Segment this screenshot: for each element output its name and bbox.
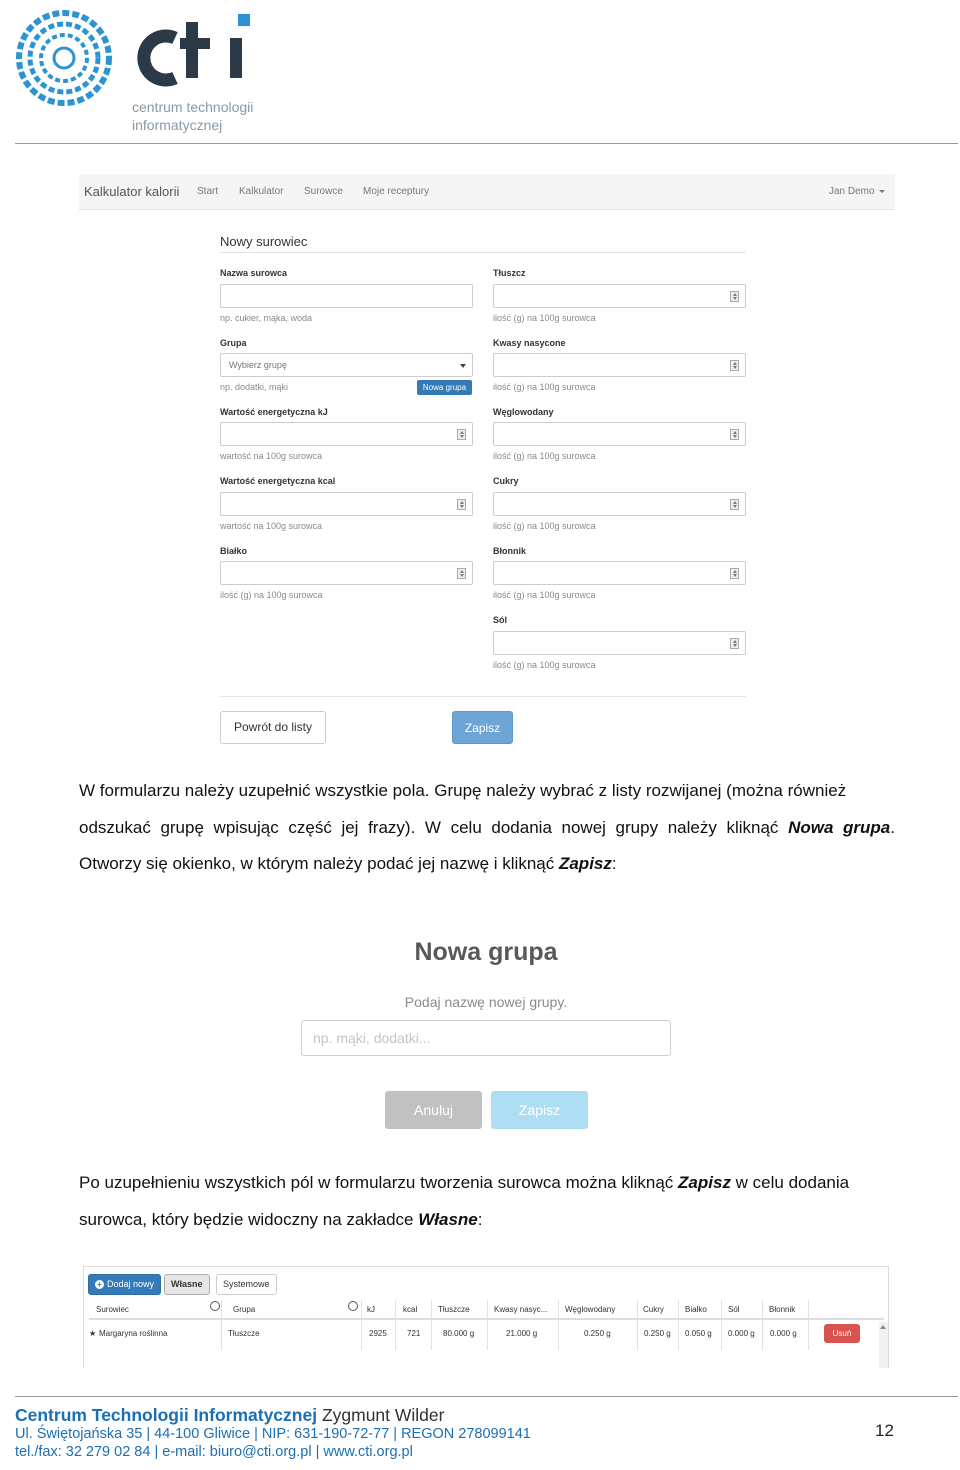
table-scrollbar[interactable] — [879, 1322, 888, 1368]
cell-bialko: 0.050 g — [685, 1329, 712, 1338]
column-divider — [221, 1300, 222, 1350]
column-divider — [808, 1300, 809, 1350]
logo-subtitle-line1: centrum technologii — [132, 99, 254, 115]
help-sol: ilość (g) na 100g surowca — [493, 660, 596, 670]
label-weglowodany: Węglowodany — [493, 407, 554, 417]
label-kj: Wartość energetyczna kJ — [220, 407, 328, 417]
add-new-button[interactable]: + Dodaj nowy — [88, 1274, 161, 1295]
group-name-input[interactable] — [301, 1020, 671, 1056]
label-kcal: Wartość energetyczna kcal — [220, 476, 336, 486]
help-bialko: ilość (g) na 100g surowca — [220, 590, 323, 600]
form-title-divider — [220, 252, 746, 253]
column-divider — [361, 1300, 362, 1350]
spinner-icon[interactable] — [730, 291, 739, 302]
column-divider — [762, 1300, 763, 1350]
spinner-icon[interactable] — [730, 568, 739, 579]
column-divider — [637, 1300, 638, 1350]
help-weglowodany: ilość (g) na 100g surowca — [493, 451, 596, 461]
user-name: Jan Demo — [829, 186, 875, 197]
filter-icon[interactable] — [348, 1301, 358, 1311]
input-nazwa-surowca[interactable] — [220, 284, 473, 308]
th-kj[interactable]: kJ — [367, 1305, 375, 1314]
tab-own[interactable]: Własne — [164, 1274, 210, 1295]
form-title: Nowy surowiec — [220, 234, 308, 249]
caret-down-icon — [879, 190, 885, 193]
input-kj[interactable] — [220, 422, 473, 446]
input-cukry[interactable] — [493, 492, 746, 516]
form-footer-divider — [220, 696, 746, 697]
help-kwasy-nasycone: ilość (g) na 100g surowca — [493, 382, 596, 392]
para2-line2: surowca, który będzie widoczny na zakładce Własne: — [79, 1209, 483, 1229]
spinner-icon[interactable] — [457, 499, 466, 510]
delete-button[interactable]: Usuń — [824, 1324, 860, 1343]
th-surowiec[interactable]: Surowiec — [96, 1305, 129, 1314]
help-nazwa-surowca: np. cukier, mąka, woda — [220, 313, 313, 323]
group-name-placeholder: np. mąki, dodatki... — [313, 1030, 431, 1046]
app-navbar — [79, 174, 895, 210]
footer-divider — [15, 1396, 958, 1397]
nav-kalkulator[interactable]: Kalkulator — [239, 186, 284, 197]
th-bialko[interactable]: Białko — [685, 1305, 707, 1314]
app-brand[interactable]: Kalkulator kalorii — [84, 184, 180, 199]
page-number: 12 — [875, 1421, 894, 1440]
plus-icon: + — [95, 1280, 104, 1289]
para1-line3: Otworzy się okienko, w którym należy podać jej nazwę i kliknąć Zapisz: — [79, 854, 617, 873]
spinner-icon[interactable] — [730, 638, 739, 649]
cell-kj: 2925 — [369, 1329, 387, 1338]
select-grupa[interactable] — [220, 353, 473, 377]
nav-moje-receptury[interactable]: Moje receptury — [363, 186, 430, 197]
save-button[interactable]: Zapisz — [452, 711, 513, 744]
th-sol[interactable]: Sól — [728, 1305, 740, 1314]
th-blonnik[interactable]: Błonnik — [769, 1305, 796, 1314]
input-blonnik[interactable] — [493, 561, 746, 585]
column-divider — [395, 1300, 396, 1350]
column-divider — [678, 1300, 679, 1350]
help-grupa: np. dodatki, mąki — [220, 382, 289, 392]
input-tluszcz[interactable] — [493, 284, 746, 308]
label-blonnik: Błonnik — [493, 546, 526, 556]
spinner-icon[interactable] — [457, 568, 466, 579]
th-kcal[interactable]: kcal — [403, 1305, 418, 1314]
user-menu[interactable] — [829, 186, 885, 197]
help-cukry: ilość (g) na 100g surowca — [493, 521, 596, 531]
cell-kwasy: 21.000 g — [506, 1329, 538, 1338]
new-material-form-screenshot — [79, 174, 895, 754]
label-cukry: Cukry — [493, 476, 519, 486]
tab-system[interactable]: Systemowe — [216, 1274, 277, 1295]
header-divider — [15, 143, 958, 144]
modal-title: Nowa grupa — [414, 938, 558, 966]
scroll-up-icon[interactable] — [880, 1325, 886, 1329]
footer-address: Ul. Świętojańska 35 | 44-100 Gliwice | NIP: 631-190-72-77 | REGON 278099141 — [15, 1426, 531, 1442]
help-tluszcz: ilość (g) na 100g surowca — [493, 313, 596, 323]
new-group-button[interactable]: Nowa grupa — [417, 380, 472, 395]
footer-company: Centrum Technologii Informatycznej Zygmunt Wilder — [15, 1405, 445, 1425]
spinner-icon[interactable] — [730, 360, 739, 371]
back-to-list-button[interactable]: Powrót do listy — [220, 711, 326, 744]
cell-grupa: Tłuszcze — [228, 1329, 260, 1338]
input-kcal[interactable] — [220, 492, 473, 516]
input-weglowodany[interactable] — [493, 422, 746, 446]
th-tluszcze[interactable]: Tłuszcze — [438, 1305, 470, 1314]
column-divider — [487, 1300, 488, 1350]
materials-table-screenshot — [83, 1266, 889, 1368]
column-divider — [558, 1300, 559, 1350]
select-grupa-value: Wybierz grupę — [229, 360, 287, 370]
para1-line2: odszukać grupę wpisując część jej frazy). W celu dodania nowej grupy należy kliknąć Nowa grupa. — [79, 817, 895, 837]
label-nazwa-surowca: Nazwa surowca — [220, 268, 288, 278]
cti-logo-wordmark — [130, 8, 270, 88]
star-icon[interactable]: ★ — [89, 1329, 97, 1338]
logo-subtitle-line2: informatycznej — [132, 117, 223, 133]
nav-start[interactable]: Start — [197, 186, 219, 197]
th-grupa[interactable]: Grupa — [233, 1305, 256, 1314]
th-cukry[interactable]: Cukry — [643, 1305, 664, 1314]
help-kj: wartość na 100g surowca — [220, 451, 323, 461]
label-tluszcz: Tłuszcz — [493, 268, 526, 278]
cti-logo-mark — [14, 8, 114, 108]
input-bialko[interactable] — [220, 561, 473, 585]
cell-weglowodany: 0.250 g — [584, 1329, 611, 1338]
input-sol[interactable] — [493, 631, 746, 655]
cell-tluszcze: 80.000 g — [443, 1329, 475, 1338]
column-divider — [721, 1300, 722, 1350]
cancel-button[interactable]: Anuluj — [385, 1091, 482, 1129]
nav-surowce[interactable]: Surowce — [304, 186, 343, 197]
spinner-icon[interactable] — [730, 499, 739, 510]
column-divider — [431, 1300, 432, 1350]
th-kwasy[interactable]: Kwasy nasyc... — [494, 1305, 548, 1314]
modal-save-button[interactable]: Zapisz — [491, 1091, 588, 1129]
instruction-paragraph-1 — [79, 773, 895, 883]
para2-line1: Po uzupełnieniu wszystkich pól w formularzu tworzenia surowca można kliknąć Zapisz w celu dodania — [79, 1173, 850, 1192]
filter-icon[interactable] — [210, 1301, 220, 1311]
help-kcal: wartość na 100g surowca — [220, 521, 323, 531]
input-kwasy-nasycone[interactable] — [493, 353, 746, 377]
cell-sol: 0.000 g — [728, 1329, 755, 1338]
cell-surowiec: Margaryna roślinna — [99, 1329, 168, 1338]
cell-blonnik: 0.000 g — [770, 1329, 797, 1338]
footer-contact: tel./fax: 32 279 02 84 | e-mail: biuro@cti.org.pl | www.cti.org.pl — [15, 1444, 413, 1460]
spinner-icon[interactable] — [457, 429, 466, 440]
th-weglowodany[interactable]: Węglowodany — [565, 1305, 616, 1314]
label-sol: Sól — [493, 615, 508, 625]
cell-cukry: 0.250 g — [644, 1329, 671, 1338]
label-kwasy-nasycone: Kwasy nasycone — [493, 338, 566, 348]
instruction-paragraph-2 — [79, 1165, 895, 1238]
modal-subtitle: Podaj nazwę nowej grupy. — [404, 994, 568, 1010]
para1-line1: W formularzu należy uzupełnić wszystkie pola. Grupę należy wybrać z listy rozwijanej (można również — [79, 781, 847, 800]
cell-kcal: 721 — [407, 1329, 421, 1338]
label-bialko: Białko — [220, 546, 248, 556]
spinner-icon[interactable] — [730, 429, 739, 440]
label-grupa: Grupa — [220, 338, 247, 348]
help-blonnik: ilość (g) na 100g surowca — [493, 590, 596, 600]
chevron-down-icon — [460, 364, 466, 368]
